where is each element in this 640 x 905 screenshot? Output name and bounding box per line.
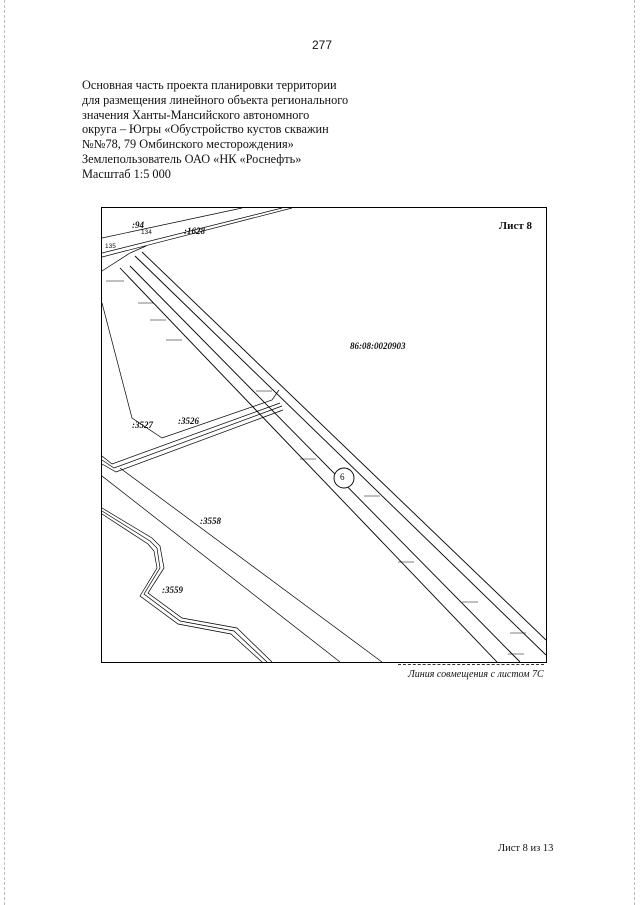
parcel-3526-label: :3526 [178,416,199,426]
parcel-3526-boundary [102,303,283,472]
object-number-label: 6 [340,472,345,482]
parcel-3559-label: :3559 [162,585,183,595]
header-line-4: округа – Югры «Обустройство кустов скважин [82,122,329,137]
parcel-1628-label: :1628 [184,226,205,236]
parcel-94-label: :94 [132,220,144,230]
parcel-3558-label: :3558 [200,516,221,526]
survey-point-ticks [106,281,526,654]
cadastral-number-label: 86:08:0020903 [350,341,406,351]
document-header [82,78,382,182]
header-line-3: значения Ханты-Мансийского автономного [82,107,310,122]
sheet-footer: Лист 8 из 13 [498,843,554,854]
combine-line [398,664,544,665]
point-134-label: 134 [141,229,152,236]
parcel-94-boundary [102,208,292,271]
parcel-3527-label: :3527 [132,420,153,430]
page-number: 277 [312,38,333,52]
combine-line-caption: Линия совмещения с листом 7С [408,669,544,680]
header-line-6: Землепользователь ОАО «НК «Роснефть» [82,151,302,166]
sheet-label: Лист 8 [498,220,532,232]
parcel-3558-boundary [102,468,382,662]
header-line-2: для размещения линейного объекта регионального [82,92,349,107]
point-135-label: 135 [105,243,116,250]
corridor-lines [120,252,546,662]
header-line-7: Масштаб 1:5 000 [82,166,171,181]
planning-map [101,207,547,663]
header-line-1: Основная часть проекта планировки территории [82,78,337,92]
header-line-5: №№78, 79 Омбинского месторождения» [82,137,294,152]
right-edge-border [634,0,635,905]
left-edge-border [4,0,5,905]
